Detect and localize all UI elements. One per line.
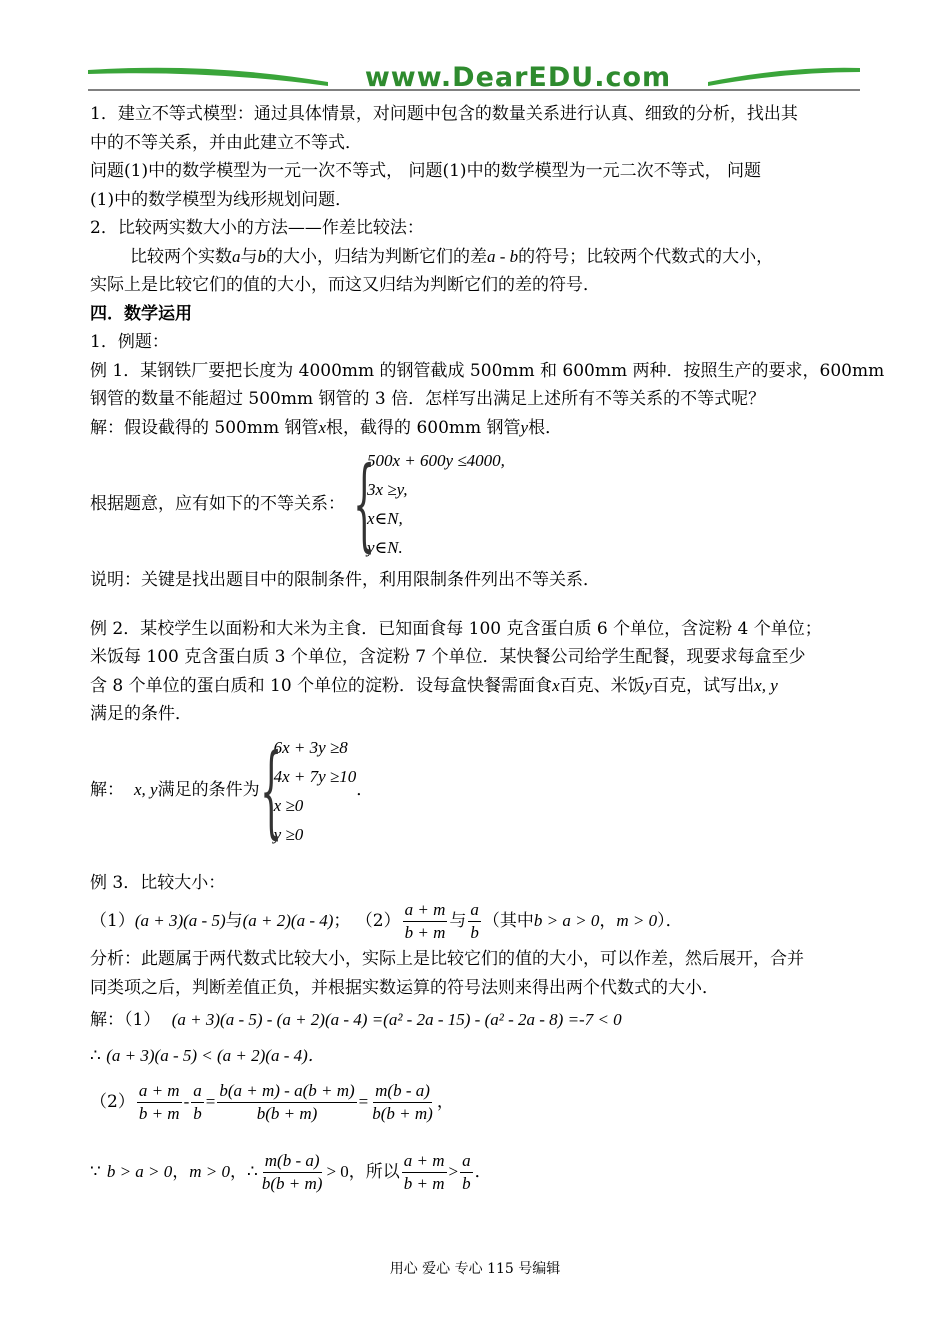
text-span: ）． — [657, 910, 683, 931]
text-span: 解：假设截得的 500mm 钢管 — [90, 417, 319, 438]
math-expr: a - b — [487, 246, 519, 266]
text-line — [90, 1002, 862, 1038]
text-span: 的大小，归结为判断它们的差 — [266, 246, 487, 267]
text-span: 百克，试写出 — [652, 675, 755, 696]
fraction — [460, 1150, 473, 1195]
inequality-line: x ≥0 — [273, 795, 304, 815]
fraction-den: b + m — [138, 1103, 180, 1123]
fraction — [260, 1150, 325, 1195]
text-span: ． — [474, 1161, 492, 1182]
text-span: 与 — [240, 246, 258, 267]
math-expr: m > 0 — [616, 910, 658, 930]
fraction — [402, 1150, 447, 1195]
text-span: ， — [436, 1091, 454, 1112]
text-span: ∴ — [90, 1046, 101, 1066]
text-span: 根． — [528, 417, 563, 438]
fraction-num: a + m — [403, 899, 448, 922]
fraction — [217, 1080, 356, 1125]
inequality-line: 4x + 7y ≥10 — [273, 766, 357, 786]
inequality-line: y ≥0 — [273, 824, 304, 844]
text-span: ，所以 — [348, 1161, 400, 1182]
text-line — [90, 1144, 862, 1200]
inequality-line: y∈N. — [367, 538, 403, 557]
text-span: 含 8 个单位的蛋白质和 10 个单位的淀粉．设每盒快餐需面食 — [90, 675, 553, 696]
fraction-den: b — [462, 1173, 471, 1193]
text-line: 说明：关键是找出题目中的限制条件，利用限制条件列出不等关系． — [90, 570, 600, 590]
text-span: （2） — [90, 1091, 135, 1112]
text-span: 与 — [449, 910, 467, 931]
fraction-den: b + m — [403, 1173, 445, 1193]
inequality-line: 6x + 3y ≥8 — [273, 737, 348, 757]
math-var: x — [318, 417, 327, 437]
document-body — [90, 100, 885, 1200]
text-span: 比较两个实数 — [130, 246, 232, 267]
text-line: 米饭每 100 克含蛋白质 3 个单位，含淀粉 7 个单位．某快餐公司给学生配餐，现要求每盒至少 — [90, 647, 806, 667]
page-footer: 用心 爱心 专心 115 号编辑 — [389, 1261, 561, 1277]
text-line: 2．比较两实数大小的方法——作差比较法： — [90, 218, 424, 238]
text-line: 问题(1)中的数学模型为一元一次不等式， 问题(1)中的数学模型为一元二次不等式， 问题 — [90, 161, 761, 181]
math-op: > 0 — [326, 1161, 349, 1181]
text-span: ∵ — [90, 1161, 101, 1182]
fraction-num: a — [460, 1150, 473, 1173]
math-expr: b > a > 0 — [533, 910, 600, 930]
math-var: x, y — [134, 780, 158, 800]
fraction-num: m(b - a) — [373, 1080, 432, 1103]
fraction-num: b(a + m) - a(b + m) — [217, 1080, 356, 1103]
fraction — [191, 1080, 204, 1125]
section-heading: 四．数学运用 — [90, 303, 192, 324]
fraction-den: b(b + m) — [372, 1103, 433, 1123]
text-span: ． — [356, 780, 374, 801]
fraction-num: a + m — [137, 1080, 182, 1103]
fraction-num: m(b - a) — [263, 1150, 322, 1173]
text-line: (1)中的数学模型为线形规划问题． — [90, 189, 353, 210]
math-op: > — [448, 1161, 459, 1181]
site-logo: www.DearEDU.com — [364, 62, 672, 93]
fraction-den: b — [193, 1103, 202, 1123]
text-span: ， — [599, 910, 617, 931]
inequality-line: 500x + 600y ≤4000, — [367, 451, 505, 470]
text-line — [90, 1038, 862, 1074]
fraction-den: b + m — [404, 922, 446, 942]
text-line: 例 2．某校学生以面粉和大米为主食．已知面食每 100 克含蛋白质 6 个单位，含淀粉 4 个单位； — [90, 618, 822, 639]
text-line — [90, 672, 862, 701]
text-line: 分析：此题属于两代数式比较大小，实际上是比较它们的值的大小，可以作差，然后展开，合并 — [90, 949, 804, 969]
math-expr: m > 0 — [189, 1161, 231, 1181]
math-var: x, y — [754, 675, 778, 695]
math-var: y — [520, 417, 529, 437]
math-var: x — [552, 675, 560, 695]
text-line — [90, 414, 862, 443]
text-span: 解：（1） — [90, 1010, 161, 1030]
math-var: y — [644, 675, 653, 695]
text-line: 钢管的数量不能超过 500mm 钢管的 3 倍．怎样写出满足上述所有不等关系的不等式呢？ — [90, 389, 766, 409]
math-expr: (a + 3)(a - 5) - (a + 2)(a - 4) =(a² - 2a - 15) - (a² - 2a - 8) =-7 < 0 — [171, 1010, 622, 1029]
text-span: 解： — [90, 780, 124, 801]
math-op: - — [183, 1091, 190, 1111]
fraction-den: b — [470, 922, 479, 942]
math-expr: b > a > 0 — [106, 1161, 173, 1181]
text-span: （1） — [90, 910, 135, 931]
fraction-den: b(b + m) — [256, 1103, 318, 1123]
fraction — [137, 1080, 182, 1125]
text-span: 根，截得的 600mm 钢管 — [326, 417, 521, 438]
text-span: （其中 — [482, 910, 534, 931]
text-span: ， — [230, 1161, 248, 1182]
fraction-den: b(b + m) — [261, 1173, 323, 1193]
text-line: 实际上是比较它们的值的大小，而这又归结为判断它们的差的符号． — [90, 275, 600, 295]
text-span: ； （2） — [333, 910, 401, 931]
text-span: 与 — [225, 910, 243, 931]
page-header — [88, 60, 860, 100]
text-span: 满足的条件为 — [157, 780, 260, 801]
math-var: b — [257, 246, 266, 266]
math-expr: (a + 2)(a - 4) — [242, 910, 334, 930]
text-line: 同类项之后，判断差值正负，并根据实数运算的符号法则来得出两个代数式的大小． — [90, 977, 719, 998]
text-line — [90, 243, 862, 272]
text-line — [90, 1074, 862, 1130]
text-line: 1．例题： — [90, 332, 169, 352]
fraction — [370, 1080, 435, 1125]
text-span: 百克、米饭 — [559, 675, 645, 696]
fraction-num: a — [468, 899, 481, 922]
text-line: 例 1．某钢铁厂要把长度为 4000mm 的钢管截成 500mm 和 600mm 两种．按照生产的要求，600mm — [90, 360, 885, 381]
text-line: 满足的条件． — [90, 704, 192, 724]
inequality-line: 3x ≥y, — [367, 480, 408, 499]
text-span: ， — [172, 1161, 190, 1182]
text-line — [90, 897, 862, 945]
brace: { — [353, 445, 376, 562]
text-line: 中的不等关系，并由此建立不等式． — [90, 132, 362, 153]
fraction-num: a + m — [402, 1150, 447, 1173]
text-span: 的符号；比较两个代数式的大小， — [518, 246, 774, 267]
inequality-system-2 — [90, 733, 862, 849]
text-span: ∴ — [247, 1161, 258, 1182]
fraction — [403, 899, 448, 944]
math-expr: (a + 3)(a - 5) < (a + 2)(a - 4)． — [106, 1046, 325, 1065]
inequality-line: x∈N, — [367, 509, 403, 528]
fraction-num: a — [191, 1080, 204, 1103]
math-op: = — [358, 1091, 369, 1111]
math-var: a — [232, 246, 241, 266]
fraction — [468, 899, 481, 944]
brace: { — [259, 731, 282, 849]
inequality-system-1 — [90, 446, 862, 562]
text-line: 例 3．比较大小： — [90, 872, 226, 893]
text-line: 1．建立不等式模型：通过具体情景，对问题中包含的数量关系进行认真、细致的分析，找出其 — [90, 104, 798, 124]
text-span: 根据题意，应有如下的不等关系： — [90, 493, 345, 514]
math-expr: (a + 3)(a - 5) — [134, 910, 226, 930]
math-op: = — [205, 1091, 216, 1111]
